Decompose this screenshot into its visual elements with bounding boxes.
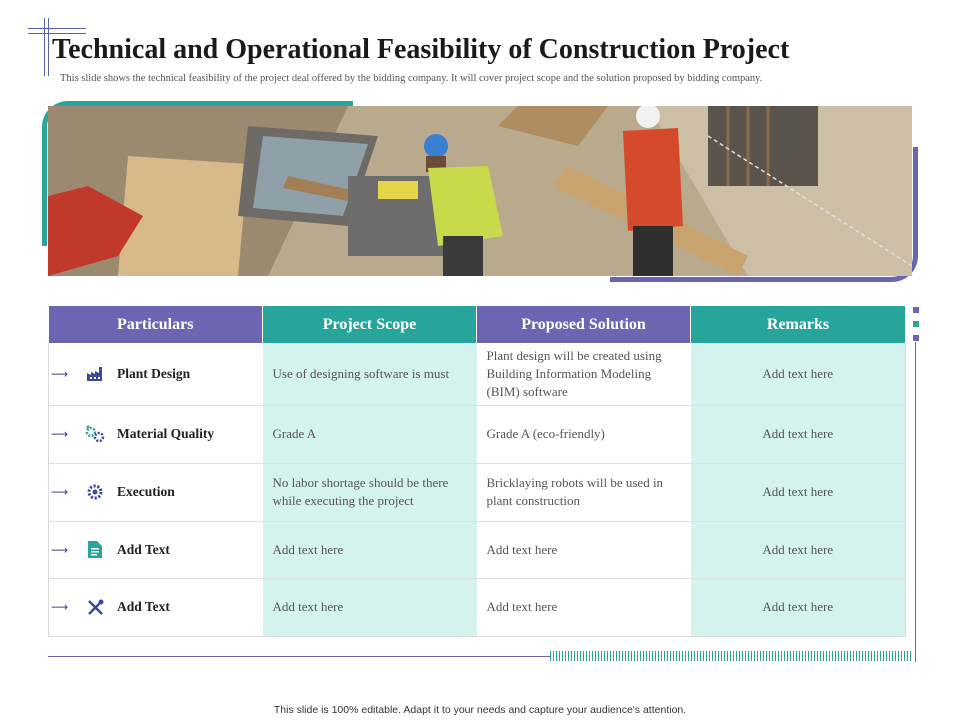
edge-marker [913,335,919,341]
scope-cell: No labor shortage should be there while executing the project [263,463,477,521]
corner-line [48,18,49,76]
table-row [49,521,906,578]
solution-cell: Bricklaying robots will be used in plant construction [477,463,691,521]
solution-cell: Grade A (eco-friendly) [477,405,691,463]
solution-cell: Plant design will be created using Building Information Modeling (BIM) software [477,343,691,405]
particular-cell [49,521,263,578]
header-project-scope: Project Scope [263,306,477,343]
slide-subtitle: This slide shows the technical feasibility of the project deal offered by the bidding company. It will cover project scope and the solution proposed by bidding company. [60,73,763,84]
remarks-cell: Add text here [691,463,906,521]
solution-cell: Add text here [477,578,691,636]
edge-line [915,342,916,662]
scope-cell: Use of designing software is must [263,343,477,405]
table-header-row [49,306,906,343]
particular-label: Add Text [117,599,170,614]
corner-line [44,18,45,76]
edge-marker [913,307,919,313]
table-row [49,578,906,636]
hatch-accent [550,651,912,661]
remarks-cell: Add text here [691,405,906,463]
corner-line [28,28,86,29]
table-row [49,343,906,405]
particular-cell [49,463,263,521]
particular-label: Execution [117,484,175,499]
header-remarks: Remarks [691,306,906,343]
document-icon [77,541,113,558]
particular-label: Add Text [117,541,170,557]
gears-icon [77,425,113,443]
header-particulars: Particulars [49,306,263,343]
particular-cell [49,578,263,636]
arrow-icon: ⟶ [51,542,69,557]
arrow-icon: ⟶ [51,485,69,499]
particular-cell [49,405,263,463]
remarks-cell: Add text here [691,343,906,405]
table-row [49,463,906,521]
arrow-icon: ⟶ [51,366,69,381]
construction-photo [48,106,912,276]
particular-label: Plant Design [117,365,191,381]
particular-label: Material Quality [117,426,215,441]
factory-icon [77,367,113,381]
scope-cell: Grade A [263,405,477,463]
bottom-rule [48,656,552,657]
slide-footer: This slide is 100% editable. Adapt it to your needs and capture your audience's attention. [273,704,687,716]
edge-marker [913,321,919,327]
tools-icon [77,599,113,616]
slide-title: Technical and Operational Feasibility of Construction Project [52,34,790,65]
table-row [49,405,906,463]
remarks-cell: Add text here [691,578,906,636]
remarks-cell: Add text here [691,521,906,578]
feasibility-table [48,306,905,637]
gear-icon [77,483,113,501]
arrow-icon: ⟶ [51,600,69,614]
scope-cell: Add text here [263,578,477,636]
particular-cell [49,343,263,405]
arrow-icon: ⟶ [51,427,69,441]
scope-cell: Add text here [263,521,477,578]
solution-cell: Add text here [477,521,691,578]
header-proposed-solution: Proposed Solution [477,306,691,343]
